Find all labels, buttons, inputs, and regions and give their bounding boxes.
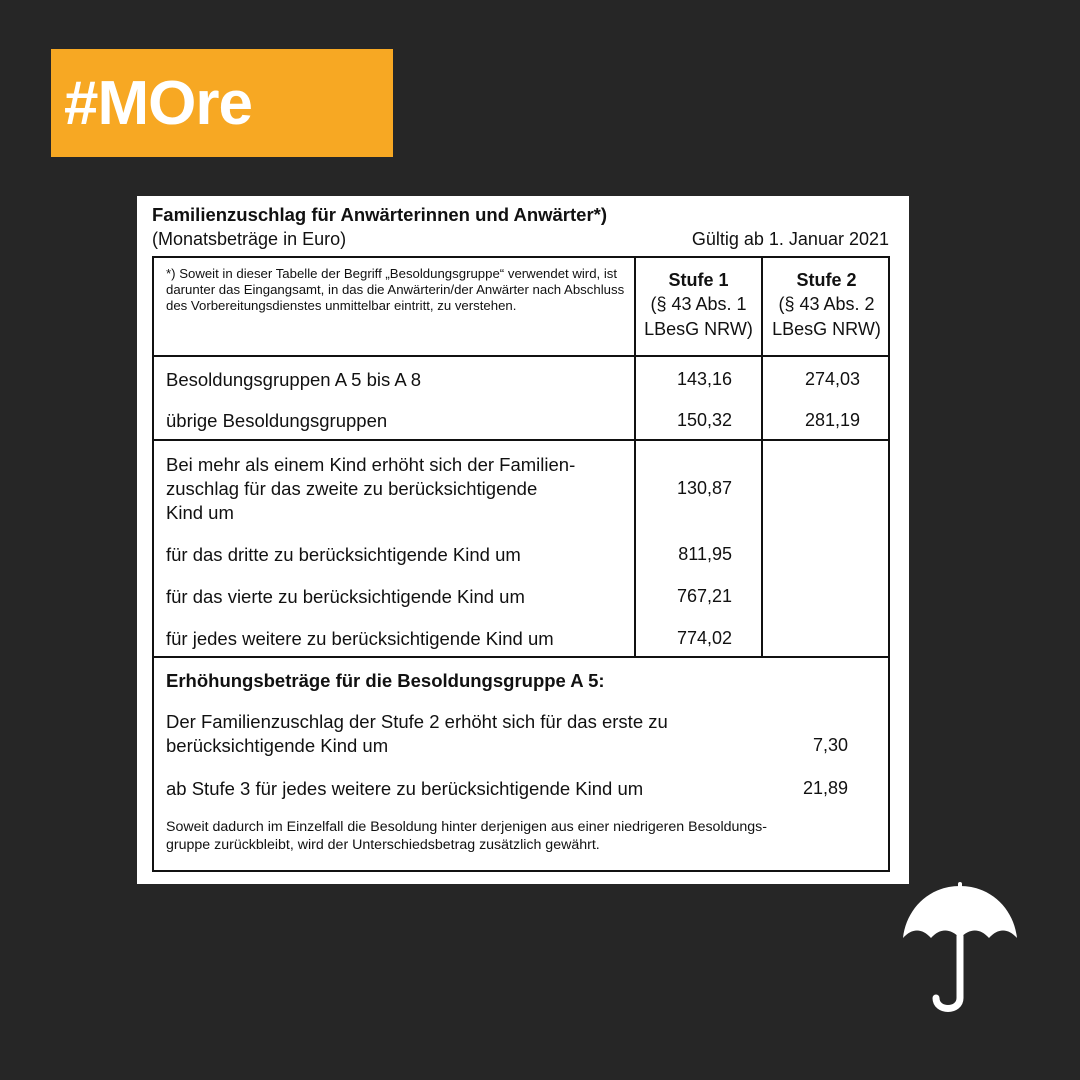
column-subtitle: LBesG NRW): [772, 318, 881, 339]
value-stufe-1: 811,95: [678, 544, 732, 564]
allowance-table: [152, 256, 890, 872]
value-stufe-1: 150,32: [676, 410, 732, 430]
salary-table-document: [137, 196, 909, 884]
column-header-stufe-2: [763, 268, 890, 341]
column-subtitle: LBesG NRW): [644, 318, 753, 339]
column-subtitle: (§ 43 Abs. 1: [650, 294, 747, 315]
umbrella-icon: [900, 880, 1020, 1020]
brand-badge: [51, 49, 393, 157]
column-header-stufe-1: [636, 268, 761, 341]
section-note: Soweit dadurch im Einzelfall die Besoldung hinter derjenigen aus einer niedrigeren Besoldungs- gruppe zurückbleibt, wird der Unterschiedsbetrag zusätzlich gewährt.: [166, 819, 767, 854]
row-label: Bei mehr als einem Kind erhöht sich der Familien- zuschlag für das zweite zu berücksichtigende Kind um: [166, 454, 576, 524]
row-label: für das vierte zu berücksichtigende Kind um: [166, 586, 525, 607]
value-stufe-2: 21,89: [802, 778, 848, 798]
document-unit: (Monatsbeträge in Euro): [152, 229, 347, 249]
column-title: Stufe 2: [796, 270, 857, 290]
value-stufe-1: 143,16: [676, 369, 732, 389]
row-label: Besoldungsgruppen A 5 bis A 8: [166, 369, 422, 390]
row-divider: [154, 439, 888, 441]
row-label: für das dritte zu berücksichtigende Kind um: [166, 544, 521, 565]
document-title: Familienzuschlag für Anwärterinnen und Anwärter*): [152, 204, 608, 225]
row-label: für jedes weitere zu berücksichtigende Kind um: [166, 628, 554, 649]
row-divider: [154, 355, 888, 357]
footnote-text: *) Soweit in dieser Tabelle der Begriff „Besoldungsgruppe“ verwendet wird, ist darunter das Eingangsamt, in das die Anwärterin/der Anwärter nach Abschluss des Vorbereitungsdienstes unmittelbar eintritt, zu verstehen.: [166, 266, 625, 314]
section-title: Erhöhungsbeträge für die Besoldungsgruppe A 5:: [166, 670, 605, 691]
value-stufe-2: 281,19: [804, 410, 860, 430]
row-label: ab Stufe 3 für jedes weitere zu berücksichtigende Kind um: [166, 778, 644, 799]
row-divider: [154, 656, 888, 658]
value-stufe-1: 767,21: [676, 586, 732, 606]
brand-label: #MOre: [64, 68, 252, 138]
column-subtitle: (§ 43 Abs. 2: [778, 294, 875, 315]
value-stufe-2: 274,03: [804, 369, 860, 389]
value-stufe-1: 774,02: [676, 628, 732, 648]
document-valid-from: Gültig ab 1. Januar 2021: [691, 229, 889, 249]
value-stufe-2: 7,30: [812, 735, 848, 755]
column-title: Stufe 1: [668, 270, 729, 290]
value-stufe-1: 130,87: [676, 478, 732, 498]
row-label: übrige Besoldungsgruppen: [166, 410, 388, 431]
row-label: Der Familienzuschlag der Stufe 2 erhöht sich für das erste zu berücksichtigende Kind um: [166, 711, 668, 757]
